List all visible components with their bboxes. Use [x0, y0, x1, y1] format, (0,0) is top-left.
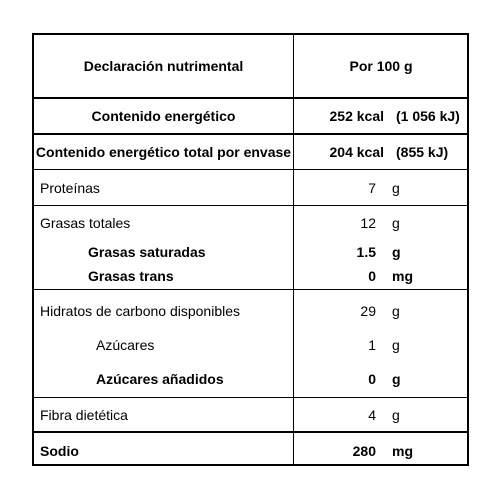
row-label: Azúcares — [96, 337, 155, 353]
energy-total-kcal: 204 kcal — [329, 144, 384, 160]
row-label: Fibra dietética — [40, 407, 128, 423]
row-unit: g — [392, 371, 401, 387]
row-unit: g — [392, 337, 400, 353]
row-unit: mg — [392, 268, 413, 284]
row-value: 1.5 — [356, 244, 376, 260]
row-unit: mg — [392, 443, 413, 459]
row-value: 4 — [368, 407, 376, 423]
row-value: 12 — [360, 215, 376, 231]
row-label: Proteínas — [40, 180, 100, 196]
row-value: 29 — [360, 303, 376, 319]
energy-label: Contenido energético — [91, 108, 236, 124]
fats-group — [34, 205, 467, 289]
energy-kj: (1 056 kJ) — [396, 108, 460, 124]
header-per-100g: Por 100 g — [349, 58, 413, 74]
energy-total-kj: (855 kJ) — [396, 144, 449, 160]
row-label: Azúcares añadidos — [96, 371, 224, 387]
row-value: 1 — [368, 337, 376, 353]
row-label: Sodio — [40, 443, 79, 459]
row-value: 0 — [368, 371, 376, 387]
table-row — [34, 169, 467, 205]
energy-row — [34, 97, 467, 133]
row-value: 280 — [352, 443, 376, 459]
table-row — [34, 397, 467, 431]
header-label: Declaración nutrimental — [83, 58, 244, 74]
row-unit: g — [392, 180, 400, 196]
energy-kcal: 252 kcal — [329, 108, 384, 124]
energy-total-row — [34, 133, 467, 169]
nutrition-table — [32, 33, 469, 466]
row-value: 7 — [368, 180, 376, 196]
row-label: Grasas saturadas — [88, 244, 206, 260]
row-label: Grasas totales — [40, 215, 131, 231]
row-label: Grasas trans — [88, 268, 174, 284]
row-unit: g — [392, 407, 400, 423]
energy-total-label: Contenido energético total por envase — [35, 144, 292, 160]
row-unit: g — [392, 244, 401, 260]
row-unit: g — [392, 215, 400, 231]
row-label: Hidratos de carbono disponibles — [40, 303, 241, 319]
row-unit: g — [392, 303, 400, 319]
table-row — [34, 431, 467, 466]
header-row — [34, 35, 467, 97]
row-value: 0 — [368, 268, 376, 284]
carbs-group — [34, 289, 467, 397]
